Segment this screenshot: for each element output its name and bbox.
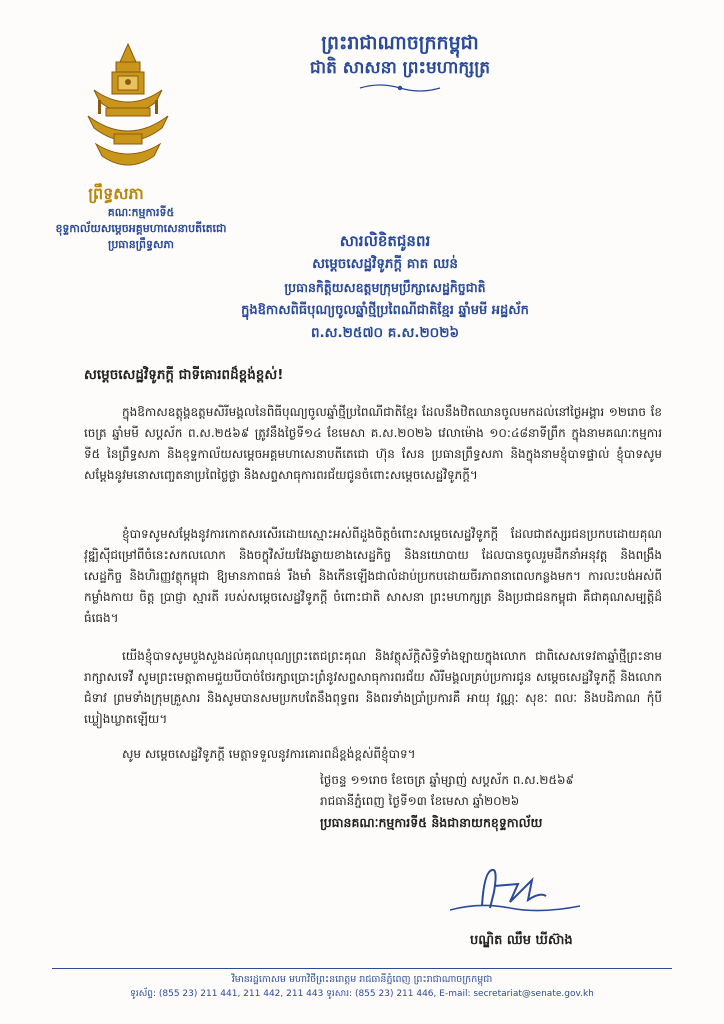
ornament-icon	[355, 82, 445, 94]
title-line-5: ព.ស.២៥៧០ គ.ស.២០២៦	[310, 325, 460, 341]
paragraph-2: ខ្ញុំបាទសូមសម្តែងនូវការកោតសរសើរដោយស្មោះអស់ពីដួងចិត្តចំពោះសម្តេចសេដ្ឋវិទូភក្តី ដែលជាឥស្សរជនប្រកបដោយគុណវុឌ្ឍិស៊ីជម្រៅពីចំនេះសកលលោក និងចក្ខុវិស័យវែងឆ្ងាយខាងសេដ្ឋកិច្ច និងនយោបាយ ដែលបានចូលរួមដឹកនាំអនុវត្ត និងពង្រឹងសេដ្ឋកិច្ច និងហិរញ្ញវត្ថុកម្ពុជា ឱ្យមានភាពធន់ រឹងមាំ និងកើនឡើងជាលំដាប់ប្រកបដោយចីរភាពនាពេលកន្លងមក។ ការលះបង់អស់ពីកម្លាំងកាយ ចិត្ត ប្រាជ្ញា ស្មារតី របស់សម្តេចសេដ្ឋវិទូភក្តី ចំពោះជាតិ សាសនា ព្រះមហាក្សត្រ និងប្រជាជនកម្ពុជា គឺជាគុណសម្បត្តិដ៏ធំធេង។	[84, 527, 662, 625]
paragraph-4: សូម សម្តេចសេដ្ឋវិទូភក្តី មេត្តាទទួលនូវការគោរពដ៏ខ្ពង់ខ្ពស់ពីខ្ញុំបាទ។	[122, 747, 416, 761]
senate-emblem-icon	[76, 42, 180, 176]
closing-block	[320, 770, 650, 833]
national-motto: ជាតិ សាសនា ព្រះមហាក្សត្រ	[309, 58, 491, 78]
lunar-date: ថ្ងៃចន្ទ ១១រោច ខែចេត្រ ឆ្នាំម្សាញ់ សប្តស័ក ព.ស.២៥៦៩	[320, 773, 574, 787]
paragraph-3: យើងខ្ញុំបាទសូមបួងសួងដល់គុណបុណ្យព្រះតេជព្រះគុណ និងវត្ថុស័ក្តិសិទ្ធិទាំងឡាយក្នុងលោក ជាពិសេសទេវតាឆ្នាំថ្មីព្រះនាម រាក្សាសទេវី សូមព្រះមេត្តាតាមជួយបីបាច់ថែរក្សាប្រោះព្រំនូវសព្ទសាធុការពរជ័យ សិរីមង្គលគ្រប់ប្រការជូន សម្តេចសេដ្ឋវិទូភក្តី និងលោកជំទាវ ព្រមទាំងក្រុមគ្រួសារ និងសូមបានសមប្រកបតែនឹងពុទ្ធពរ និងពរទាំងប្រាំប្រការគឺ អាយុ វណ្ណៈ សុខៈ ពលៈ និងបដិភាណ កុំបីឃ្លៀងឃ្លាតឡើយ។	[84, 649, 662, 726]
solar-date: រាជធានីភ្នំពេញ ថ្ងៃទី១៣ ខែមេសា ឆ្នាំ២០២៦	[320, 794, 520, 808]
footer	[52, 968, 672, 1002]
footer-contact: ទូរស័ព្ទ: (855 23) 211 441, 211 442, 211 443 ទូរសារ: (855 23) 211 446, E-mail: secretariat@senate.gov.kh	[130, 989, 594, 999]
title-line-1: សារលិខិតជូនពរ	[339, 232, 431, 250]
chair-title: ប្រធានគណៈកម្មការទី៥ និងជានាយកខុទ្ទកាល័យ	[320, 815, 543, 830]
commission-name: គណៈកម្មការទី៥	[107, 206, 175, 219]
footer-address: វិមានរដ្ឋកោសម មហាវិថីព្រះនរោត្តម រាជធានីភ្នំពេញ ព្រះរាជាណាចក្រកម្ពុជា	[231, 974, 493, 985]
kingdom-name: ព្រះរាជាណាចក្រកម្ពុជា	[321, 32, 479, 54]
title-line-3: ប្រធានកិត្តិយសឧត្តមក្រុមប្រឹក្សាសេដ្ឋកិច្ចជាតិ	[284, 280, 486, 295]
salutation: សម្តេចសេដ្ឋវិទូភក្តី ជាទីគោរពដ៏ខ្ពង់ខ្ពស់!	[84, 367, 284, 383]
signature-icon	[440, 862, 590, 922]
title-line-4: ក្នុងឱកាសពិធីបុណ្យចូលឆ្នាំថ្មីប្រពៃណីជាតិខ្មែរ ឆ្នាំមមី អដ្ឋស័ក	[241, 303, 529, 318]
office-head: ប្រធានព្រឹទ្ធសភា	[108, 238, 174, 251]
senate-name: ព្រឹទ្ធសភា	[88, 184, 144, 203]
signer-name: បណ្ឌិត ឈឹម ឃីស៊ាង	[470, 933, 573, 948]
paragraph-1: ក្នុងឱកាសឧត្តុង្គឧត្តមសិរីមង្គលនៃពិធីបុណ្យចូលឆ្នាំថ្មីប្រពៃណីជាតិខ្មែរ ដែលនឹងឋិតឈានចូលមកដល់នៅថ្ងៃអង្គារ ១២រោច ខែចេត្រ ឆ្នាំមមី សប្តស័ក ព.ស.២៥៦៩ ត្រូវនឹងថ្ងៃទី១៤ ខែមេសា គ.ស.២០២៦ វេលាម៉ោង ១០:៤៨នាទីព្រឹក ក្នុងនាមគណៈកម្មការទី៥ នៃព្រឹទ្ធសភា និងខុទ្ទកាល័យសម្តេចអគ្គមហាសេនាបតីតេជោ ហ៊ុន សែន ប្រធានព្រឹទ្ធសភា និងក្នុងនាមខ្ញុំបាទផ្ទាល់ ខ្ញុំបាទសូមសម្តែងនូវមនោសញ្ចេតនាប្រពៃថ្លៃថ្លា និងសព្ទសាធុការពរជ័យជូនចំពោះសម្តេចសេដ្ឋវិទូភក្តី។	[84, 405, 662, 482]
kingdom-header	[250, 30, 550, 94]
letter-title	[170, 230, 600, 345]
office-name: ខុទ្ទកាល័យសម្តេចអគ្គមហាសេនាបតីតេជោ	[55, 222, 227, 235]
title-line-2: សម្តេចសេដ្ឋវិទូភក្តី គាត ឈន់	[312, 256, 458, 272]
